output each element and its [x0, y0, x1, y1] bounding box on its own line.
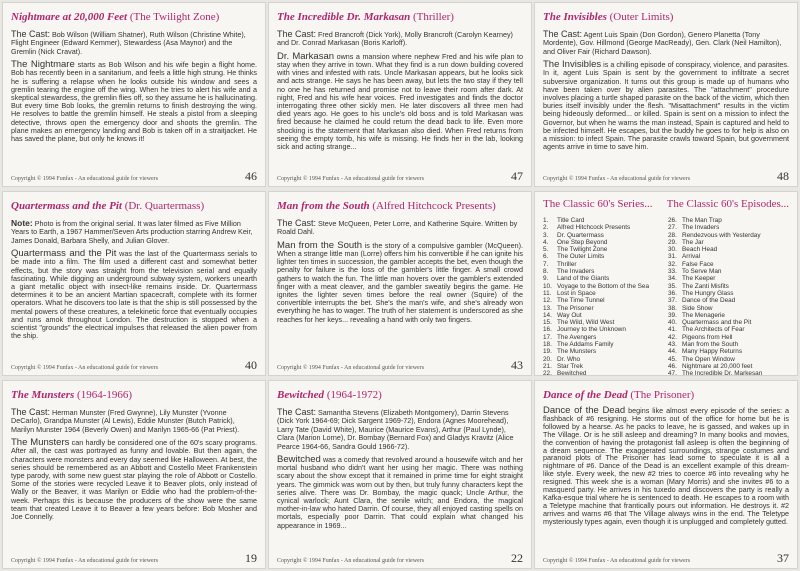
- checklist-label: Many Happy Returns: [682, 348, 743, 356]
- checklist-number: 27.: [668, 224, 677, 232]
- checklist-row: [668, 290, 789, 297]
- checklist-label: Lost in Space: [557, 289, 596, 297]
- page-number: 48: [777, 169, 789, 183]
- checklist-row: [668, 348, 789, 355]
- checklist-number: 12.: [543, 297, 552, 305]
- checklist-row: [543, 268, 664, 275]
- checklist-row: [543, 326, 664, 333]
- card-cast: The Cast: Agent Luis Spain (Don Gordon), Genero Planetta (Tony Mordente), Gov. Hillmond (George MacReady), Gen. Clark (Neil Hamilton), and Oliver Fair (Richard Dawson).: [543, 29, 782, 56]
- checklist-number: 46.: [668, 362, 677, 370]
- checklist-row: [668, 239, 789, 246]
- checklist-row: [668, 334, 789, 341]
- checklist-row: [668, 261, 789, 268]
- checklist-row: [543, 261, 664, 268]
- checklist-columns: [543, 217, 789, 376]
- card-title: Man from the South (Alfred Hitchcock Presents): [277, 200, 496, 212]
- checklist-label: The Zanti Misfits: [682, 282, 729, 290]
- checklist-number: 38.: [668, 304, 677, 312]
- checklist-row: [543, 217, 664, 224]
- checklist-label: The Menagerie: [682, 311, 725, 319]
- checklist-label: The Man Trap: [682, 217, 722, 224]
- card-cast: The Cast: Steve McQueen, Peter Lorre, and Katherine Squire. Written by Roald Dahl.: [277, 218, 518, 237]
- checklist-series-title: The Classic 60's Series...: [543, 198, 653, 210]
- card-title: The Incredible Dr. Markasan (Thriller): [277, 11, 454, 23]
- checklist-number: 3.: [543, 231, 549, 239]
- checklist-label: The Invaders: [557, 268, 595, 276]
- checklist-row: [543, 348, 664, 355]
- checklist-label: Dr. Quartermass: [557, 231, 604, 239]
- checklist-row: [543, 246, 664, 253]
- checklist-number: 40.: [668, 319, 677, 327]
- checklist-row: [543, 334, 664, 341]
- checklist-label: Rendezvous with Yesterday: [682, 231, 761, 239]
- checklist-number: 5.: [543, 246, 549, 254]
- checklist-row: [668, 283, 789, 290]
- checklist-label: The Jar: [682, 238, 704, 246]
- checklist-number: 18.: [543, 341, 552, 349]
- card-markasan: [268, 2, 532, 187]
- checklist-row: [668, 326, 789, 333]
- checklist-row: [543, 275, 664, 282]
- page-number: 22: [511, 551, 523, 565]
- checklist-row: [543, 305, 664, 312]
- card-nightmare: [2, 2, 266, 187]
- checklist-episodes-title: The Classic 60's Episodes...: [666, 198, 789, 210]
- checklist-number: 42.: [668, 333, 677, 341]
- checklist-number: 15.: [543, 319, 552, 327]
- checklist-number: 35.: [668, 282, 677, 290]
- checklist-row: [543, 356, 664, 363]
- checklist-label: The Avengers: [557, 333, 597, 341]
- checklist-number: 41.: [668, 326, 677, 334]
- card-title: Bewitched (1964-1972): [277, 389, 382, 401]
- checklist-number: 21.: [543, 362, 552, 370]
- card-man-from-south: [268, 191, 532, 376]
- checklist-label: Dr. Who: [557, 355, 581, 363]
- card-munsters: [2, 380, 266, 569]
- checklist-row: [668, 305, 789, 312]
- card-footer: Copyright © 1994 Funfax - An educational guide for viewers: [543, 558, 691, 564]
- checklist-number: 30.: [668, 246, 677, 254]
- checklist-label: False Face: [682, 260, 714, 268]
- card-cast: The Cast: Fred Brancroft (Dick York), Molly Brancroft (Carolyn Kearney) and Dr. Conrad Markasan (Boris Karloff).: [277, 29, 513, 48]
- card-cast: The Cast: Bob Wilson (William Shatner), Ruth Wilson (Christine White), Flight Engineer (Edward Kemmer), Stewardess (Asa Maynor) and the Gremlin (Nick Cravat).: [11, 29, 246, 56]
- checklist-label: The Munsters: [557, 348, 597, 356]
- checklist-number: 34.: [668, 275, 677, 283]
- checklist-row: [543, 290, 664, 297]
- card-title: Dance of the Dead (The Prisoner): [543, 389, 695, 401]
- checklist-number: 22.: [543, 370, 552, 376]
- checklist-label: Nightmare at 20,000 feet: [682, 362, 753, 370]
- checklist-label: The Invaders: [682, 224, 720, 232]
- card-body: Man from the South is the story of a compulsive gambler (McQueen). When a strange little man (Lorre) offers him his convertible if he can ignite his lighter ten times in succession, the gambler accepts the bet, even though the penalty for failure is the loss of the gambler's little finger. A small crowd gathers to watch the fun. The little man hovers over the gambler's extended finger with a meat cleaver, and the gambler sweatily begins the game. He ignites the lighter seven times before the real owner (Squire) of the convertible interrupts the bet. She's the man's wife, and she's already won everything he has to wager. The truth of her statement is underscored as she reaches for her keys... revealing a hand with only two fingers.: [277, 239, 523, 324]
- card-footer: Copyright © 1994 Funfax - An educational guide for viewers: [11, 176, 159, 182]
- checklist-row: [543, 232, 664, 239]
- checklist-number: 33.: [668, 268, 677, 276]
- page-number: 47: [511, 169, 523, 183]
- checklist-number: 16.: [543, 326, 552, 334]
- checklist-label: The Keeper: [682, 275, 716, 283]
- checklist-label: The Hungry Glass: [682, 289, 734, 297]
- checklist-label: Arrival: [682, 253, 701, 261]
- card-footer: Copyright © 1994 Funfax - An educational guide for viewers: [543, 176, 691, 182]
- checklist-number: 36.: [668, 289, 677, 297]
- checklist-row: [668, 268, 789, 275]
- checklist-row: [668, 370, 789, 376]
- checklist-row: [668, 246, 789, 253]
- checklist-number: 6.: [543, 253, 549, 261]
- checklist-label: Way Out: [557, 311, 582, 319]
- checklist-row: [668, 356, 789, 363]
- checklist-label: One Step Beyond: [557, 238, 608, 246]
- page-number: 37: [777, 551, 789, 565]
- card-invisibles: [534, 2, 798, 187]
- checklist-row: [543, 312, 664, 319]
- page-number: 46: [245, 169, 257, 183]
- checklist-number: 19.: [543, 348, 552, 356]
- checklist-label: Land of the Giants: [557, 275, 610, 283]
- checklist-label: The Architects of Fear: [682, 326, 745, 334]
- card-note: Note: Photo is from the original serial. It was later filmed as Five Million Years to Earth, a 1967 Hammer/Seven Arts production starring Andrew Keir, James Donald, Barbara Shelly, and Julian Glover.: [11, 218, 253, 245]
- card-body: The Munsters can hardly be considered one of the 60's scary programs. After all, the cast was portrayed as funny and lovable. But then again, the characters were monsters and every day seemed like Halloween. At best, the series should be remembered as an Abbott and Costello Meet Frankenstein type parody, with some new guest star playing the role of Abbott or Costello. Some of the stories were recycled Leave it to Beaver plots, only instead of Wally or the Beaver, it was Marilyn or Eddie who had the problem-of-the-week. Perhaps this is because the producers of the show were the same team that created Leave it to Beaver a few years before: Bob Mosher and Joe Connelly.: [11, 437, 258, 522]
- checklist-number: 39.: [668, 311, 677, 319]
- checklist-label: The Incredible Dr. Markesan: [682, 370, 763, 376]
- card-cast: The Cast: Samantha Stevens (Elizabeth Montgomery), Darrin Stevens (Dick York 1964-69; Dick Sargent 1969-72), Endora (Agnes Moorehead), Larry Tate (David White), Maurice (Maurice Evans), Arthur (Paul Lynde), Clara (Marion Lorne), Dr. Bombay (Bernard Fox) and Gladys Kravitz (Alice Pearce 1964-66, Sandra Gould 1966-72).: [277, 407, 514, 451]
- checklist-row: [543, 341, 664, 348]
- series-list: [543, 217, 664, 376]
- checklist-number: 20.: [543, 355, 552, 363]
- checklist-row: [543, 283, 664, 290]
- checklist-row: [543, 253, 664, 260]
- card-footer: Copyright © 1994 Funfax - An educational guide for viewers: [11, 365, 159, 371]
- checklist-number: 43.: [668, 341, 677, 349]
- page-number: 40: [245, 358, 257, 372]
- checklist-label: Voyage to the Bottom of the Sea: [557, 282, 650, 290]
- checklist-label: The Prisoner: [557, 304, 594, 312]
- checklist-number: 9.: [543, 275, 549, 283]
- checklist-number: 44.: [668, 348, 677, 356]
- card-footer: Copyright © 1994 Funfax - An educational guide for viewers: [277, 558, 425, 564]
- checklist-label: Title Card: [557, 217, 585, 224]
- card-title: Nightmare at 20,000 Feet (The Twilight Zone): [11, 11, 220, 23]
- checklist-row: [668, 217, 789, 224]
- card-dance-of-dead: [534, 380, 798, 569]
- checklist-row: [668, 275, 789, 282]
- checklist-number: 2.: [543, 224, 549, 232]
- checklist-number: 29.: [668, 238, 677, 246]
- checklist-label: The Wild, Wild West: [557, 319, 615, 327]
- checklist-row: [543, 319, 664, 326]
- card-body: The Nightmare starts as Bob Wilson and his wife begin a flight home. Bob has recently been in a sanitarium, and feels a little high strung. He thinks he is suffering a relapse when he looks outside his window and sees a gremlin tearing the engine off the wing. When he tries to alert his wife and a skeptical stewardess, the gremlin flies off, so they assume he is hallucinating. But every time Bob looks, the gremlin returns to finish destroying the wing. He resolves to battle the gremlin himself. He steals a pistol from a sleeping detective, throws open the emergency door and shoots the gremlin. The plane makes an emergency landing and Bob is taken off in a straitjacket. He has saved the plane, but only he knows it!: [11, 59, 257, 144]
- checklist-label: Quartermass and the Pit: [682, 319, 752, 327]
- card-footer: Copyright © 1994 Funfax - An educational guide for viewers: [11, 558, 159, 564]
- checklist-label: The Outer Limits: [557, 253, 605, 261]
- checklist-row: [668, 363, 789, 370]
- checklist-row: [668, 341, 789, 348]
- checklist-number: 13.: [543, 304, 552, 312]
- checklist-row: [543, 370, 664, 376]
- checklist-titles: [543, 198, 789, 211]
- checklist-label: Journey to the Unknown: [557, 326, 626, 334]
- card-footer: Copyright © 1994 Funfax - An educational guide for viewers: [277, 365, 425, 371]
- card-footer: Copyright © 1994 Funfax - An educational guide for viewers: [277, 176, 425, 182]
- checklist-number: 26.: [668, 217, 677, 224]
- checklist-row: [668, 232, 789, 239]
- checklist-label: The Time Tunnel: [557, 297, 605, 305]
- checklist-number: 37.: [668, 297, 677, 305]
- checklist-label: To Serve Man: [682, 268, 722, 276]
- checklist-row: [543, 224, 664, 231]
- checklist-number: 45.: [668, 355, 677, 363]
- checklist-label: The Twilight Zone: [557, 246, 608, 254]
- card-bewitched: [268, 380, 532, 569]
- checklist-label: Side Show: [682, 304, 713, 312]
- checklist-number: 28.: [668, 231, 677, 239]
- checklist-number: 1.: [543, 217, 549, 224]
- card-body: Bewitched was a comedy that revolved around a housewife witch and her mortal husband who didn't want her using her magic. There was nothing scary about the show except that it remained in prime time for eight straight years. The gimmick was worn out by then, but truly funny characters kept the series alive. There was Dr. Bombay, the magic quack; Uncle Arthur, the cynical warlock; Aunt Clara, the senile witch; and Endora, the magical mother-in-law who hated Darrin. Of course, they all enjoyed casting spells on mortals, especially poor Darrin. That could explain what changed his appearance in 1969...: [277, 454, 523, 530]
- checklist-label: Pigeons from Hell: [682, 333, 733, 341]
- checklist-number: 10.: [543, 282, 552, 290]
- checklist-label: Man from the South: [682, 341, 739, 349]
- page-number: 19: [245, 551, 257, 565]
- card-body: The Invisibles is a chilling episode of conspiracy, violence, and parasites. In it, agent Luis Spain is sent by the government to infiltrate a secret subversive organization. It turns out this group is made up of humans who have been taken over by alien parasites. The "attachment" procedure involves placing a turtle shaped parasite on the back of the victim, which then buries itself invisibly under the flesh. "Misattachment" results in the victim being hideously deformed... or killed. Spain is sent on a mission to infect the Governor, but when he warns the man instead, Spain is captured and held to be infected himself. He escapes, but the buddy he goes to for help is also on a mission: to infect Spain. The parasite crawls toward Spain, but government agents arrive in time to save him.: [543, 59, 789, 152]
- card-title: The Munsters (1964-1966): [11, 389, 133, 401]
- checklist-row: [668, 253, 789, 260]
- card-checklist: [534, 191, 798, 376]
- episodes-list: [668, 217, 789, 376]
- checklist-number: 32.: [668, 260, 677, 268]
- checklist-number: 31.: [668, 253, 677, 261]
- card-title: Quartermass and the Pit (Dr. Quartermass): [11, 200, 205, 212]
- checklist-row: [668, 319, 789, 326]
- checklist-row: [543, 363, 664, 370]
- checklist-row: [668, 312, 789, 319]
- card-title: The Invisibles (Outer Limits): [543, 11, 674, 23]
- checklist-number: 4.: [543, 238, 549, 246]
- checklist-row: [543, 297, 664, 304]
- checklist-number: 7.: [543, 260, 549, 268]
- card-body: Dance of the Dead begins like almost every episode of the series: a flashback of #6 resigning. He storms out of the office for home but he is followed by a hearse. As he packs to leave, he is gassed, and wakes up in The Village. Or is he still asleep and dreaming? In many books and movies, the convention of having the protagonist fall asleep is often the beginning of a dream sequence. The exaggerated surroundings, strange costumes and paranoid plots of The Prisoner has lead some to speculate it is all a nightmare of #6. Dance of the Dead is an excellent example of this dream-like style. Every week, the new #2 tries to coerce #6 into revealing why he resigned. This week she is a woman (Mary Morris) and she invites #6 to a masquerd party. He arrives in his tuxedo and discovers the party is really a Kafka-esque trial where he is sentenced to death. He escapes to a room with a Teletype machine that frantically pours out information. He destroys it. #2 arrives and warns #6 that The Village always wins in the end. The Teletype mysteriously types again, even though it is unplugged and completely gutted.: [543, 405, 790, 526]
- card-body: Dr. Markasan owns a mansion where nephew Fred and his wife plan to stay when they arrive in town. What they find is a run down building covered with vines and infested with rats. Uncle Markasan appears, but he looks sick and acts strange. He says he has been away, but lets the two stay if they tell no one he has returned and promise not to leave their room after dark. At night, Fred and his wife hear voices. Fred investigates and finds the doctor interrogating three other sickly men. He later discovers all three men had died years ago. He goes to his uncle's old boss and is told Markasan was fired because he claimed he could return the dead back to life. Even more shocking is the statement that Markasan also died. When Fred returns from seeing the empty tomb, his wife is missing. He finds her in the lab, looking sick and acting strange...: [277, 50, 523, 152]
- card-quartermass: [2, 191, 266, 376]
- checklist-number: 17.: [543, 333, 552, 341]
- checklist-label: Dance of the Dead: [682, 297, 736, 305]
- checklist-number: 11.: [543, 289, 552, 297]
- checklist-row: [668, 224, 789, 231]
- card-cast: The Cast: Herman Munster (Fred Gwynne), Lily Munster (Yvonne DeCarlo), Grandpa Munster (Al Lewis), Eddie Munster (Butch Patrick), Marilyn Munster 1964 (Beverly Owen) and Marilyn 1965-66 (Pat Priest).: [11, 407, 240, 434]
- checklist-label: The Addams Family: [557, 341, 614, 349]
- checklist-label: The Open Window: [682, 355, 735, 363]
- checklist-label: Bewitched: [557, 370, 587, 376]
- checklist-row: [668, 297, 789, 304]
- card-body: Quartermass and the Pit was the last of the Quartermass serials to be made into a film. The film used a different cast and somewhat better effects, but the story was straight from the television serial and equally fascinating. While digging an underground subway system, workers unearth a giant metallic object with insect-like remains inside. Dr. Quartermass determines it to be an ancient Martian spacecraft, complete with its former operators. What he discovers too late is that the ship is still possessed by the mental powers of these creatures, a telekinetic force that eventually occupies and runs amok throughout London. The destruction is stopped when a scientist "grounds" the electrical impulses that released the alien power from the ship.: [11, 248, 257, 341]
- checklist-label: Star Trek: [557, 362, 583, 370]
- checklist-number: 14.: [543, 311, 552, 319]
- checklist-number: 47.: [668, 370, 677, 376]
- checklist-number: 8.: [543, 268, 549, 276]
- checklist-label: Alfred Hitchcock Presents: [557, 224, 631, 232]
- checklist-label: Thriller: [557, 260, 577, 268]
- checklist-label: Beach Head: [682, 246, 718, 254]
- checklist-row: [543, 239, 664, 246]
- page-number: 43: [511, 358, 523, 372]
